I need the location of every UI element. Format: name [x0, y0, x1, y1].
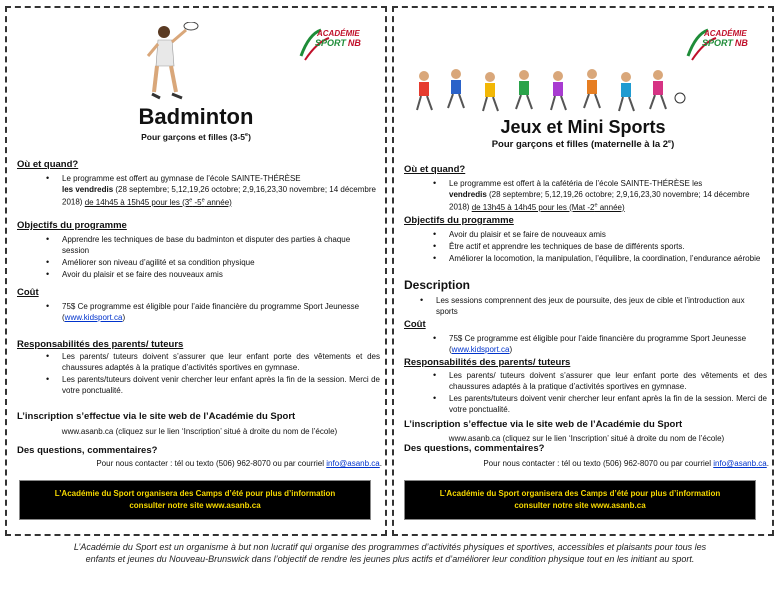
list-item	[62, 301, 372, 323]
page-subtitle	[394, 139, 772, 150]
cost-end: )	[509, 345, 513, 354]
description-heading: Description	[404, 278, 471, 292]
kidsport-link[interactable]: www.kidsport.ca	[64, 313, 123, 322]
where-dates: (28 septembre; 5,12,19,26 octobre; 2,9,16,23,30 novembre; 14 décembre 2018)	[449, 190, 750, 212]
banner-line-2: consulter notre site www.asanb.ca	[129, 501, 261, 510]
list-item: • Améliorer la locomotion, la manipulation, l’équilibre, la coordination, l’endurance aérobie	[449, 253, 764, 264]
summer-camp-banner	[19, 480, 371, 520]
subtitle-main: Pour garçons et filles (maternelle à la 2	[491, 139, 669, 151]
objectives-list	[449, 229, 764, 265]
badminton-player-image	[142, 22, 202, 104]
contact-line	[17, 458, 382, 469]
logo-text-sport	[315, 38, 361, 48]
where-time-text: de 13h45 à 14h45 pour les (Mat -2	[471, 202, 595, 212]
where-dates: (28 septembre; 5,12,19,26 octobre; 2,9,16,23,30 novembre; 14 décembre 2018)	[62, 185, 376, 207]
logo-text-sport-word: SPORT	[315, 38, 346, 48]
academie-sport-logo	[299, 26, 359, 64]
list-item	[62, 173, 377, 208]
list-item: • Être actif et apprendre les techniques de base de différents sports.	[449, 241, 764, 252]
list-item: • Améliorer son niveau d’agilité et sa condition physique	[62, 257, 377, 268]
objectives-heading: Objectifs du programme	[17, 220, 127, 231]
responsibilities-list	[62, 351, 380, 397]
where-time-end: année)	[597, 202, 625, 212]
where-heading: Où et quand?	[404, 164, 466, 175]
logo-text-top: ACADÉMIE	[317, 29, 360, 38]
cost-text: 75$ Ce programme est éligible pour l’aide financière du programme Sport Jeunesse (	[62, 302, 360, 322]
where-time-mid: -5	[192, 197, 202, 207]
where-sup-1: e	[189, 197, 193, 203]
list-item: • Les parents/ tuteurs doivent s’assurer que leur enfant porte des vêtements et des chaussures adaptés à la pratique d’activités sportives en gymnase.	[449, 370, 767, 392]
inscription-text: www.asanb.ca (cliquez sur le lien ‘Inscription’ situé à droite du nom de l’école)	[448, 434, 725, 443]
page-title: Jeux et Mini Sports	[500, 117, 666, 137]
kids-sports-image	[412, 68, 692, 114]
list-item: • Avoir du plaisir et se faire des nouveaux amis	[62, 269, 377, 280]
inscription-heading: L’inscription s’effectue via le site web de l’Académie du Sport	[17, 411, 296, 422]
where-list	[449, 178, 764, 214]
list-item	[449, 333, 759, 355]
subtitle-sup: e	[245, 132, 249, 139]
subtitle-close: )	[248, 132, 251, 142]
page-title: Badminton	[138, 104, 254, 129]
contact-text: Pour nous contacter : tél ou texto (506) 962-8070 ou par courriel	[483, 459, 714, 468]
where-text: Le programme est offert au gymnase de l’école SAINTE-THÉRÈSE	[62, 174, 301, 183]
logo-text-sport	[702, 38, 748, 48]
page-subtitle	[7, 132, 385, 142]
responsibilities-list	[449, 370, 767, 416]
where-text: Le programme est offert à la cafétéria de l’école SAINTE-THÉRÈSE les	[449, 179, 703, 188]
description-list	[436, 295, 761, 318]
where-time-text: de 14h45 à 15h45 pour les (3	[84, 197, 190, 207]
subtitle-close: )	[671, 139, 675, 151]
objectives-heading: Objectifs du programme	[404, 215, 514, 226]
logo-text-nb: NB	[734, 38, 748, 48]
subtitle-main: Pour garçons et filles (3-5	[141, 132, 245, 142]
where-days: les vendredis	[62, 185, 114, 194]
mission-statement: L’Académie du Sport est un organisme à but non lucratif qui organise des programmes d’activités physiques et sportives, accessibles et plaisants pour tous les enfants et jeunes du Nouveau-Brunswick dans l’objectif de rendre les jeunes plus actifs et d’améliorer leur condition physique tout en les initiant au sport.	[73, 542, 707, 564]
contact-line	[404, 458, 769, 469]
objectives-list	[62, 234, 377, 281]
banner-line-2: consulter notre site www.asanb.ca	[514, 501, 646, 510]
where-time-end: année)	[204, 197, 232, 207]
mini-sports-flyer	[392, 6, 774, 536]
contact-text: Pour nous contacter : tél ou texto (506) 962-8070 ou par courriel	[96, 459, 327, 468]
where-list	[62, 173, 377, 209]
responsibilities-heading: Responsabilités des parents/ tuteurs	[17, 339, 184, 350]
responsibilities-heading: Responsabilités des parents/ tuteurs	[404, 357, 571, 368]
where-sup-1: e	[594, 202, 598, 208]
list-item	[449, 178, 764, 213]
cost-heading: Coût	[17, 287, 39, 298]
list-item: • Les parents/tuteurs doivent venir chercher leur enfant après la fin de la session. Merci de votre ponctualité.	[449, 393, 767, 415]
contact-end: .	[379, 459, 382, 468]
where-days: vendredis	[449, 190, 487, 199]
list-item: • Les sessions comprennent des jeux de poursuite, des jeux de cible et l’introduction aux sports	[436, 295, 761, 317]
logo-text-nb: NB	[347, 38, 361, 48]
logo-text-top: ACADÉMIE	[704, 29, 747, 38]
banner-line-1: L’Académie du Sport organisera des Camps d’été pour plus d’information	[439, 489, 721, 498]
questions-heading: Des questions, commentaires?	[17, 445, 158, 456]
cost-list	[449, 333, 759, 356]
banner-line-1: L’Académie du Sport organisera des Camps d’été pour plus d’information	[54, 489, 336, 498]
where-time	[472, 203, 625, 212]
kidsport-link[interactable]: www.kidsport.ca	[451, 345, 510, 354]
summer-camp-banner	[404, 480, 756, 520]
where-time	[85, 198, 232, 207]
where-heading: Où et quand?	[17, 159, 79, 170]
questions-heading: Des questions, commentaires?	[404, 443, 545, 454]
subtitle-sup: e	[668, 139, 672, 145]
cost-heading: Coût	[404, 319, 426, 330]
cost-list	[62, 301, 372, 324]
academie-sport-logo	[686, 26, 746, 64]
contact-email-link[interactable]: info@asanb.ca	[713, 459, 767, 468]
list-item: • Les parents/tuteurs doivent venir chercher leur enfant après la fin de la session. Merci de votre ponctualité.	[62, 374, 380, 396]
cost-end: )	[122, 313, 126, 322]
contact-end: .	[766, 459, 769, 468]
contact-email-link[interactable]: info@asanb.ca	[326, 459, 380, 468]
inscription-heading: L’inscription s’effectue via le site web de l’Académie du Sport	[404, 419, 683, 430]
cost-text: 75$ Ce programme est éligible pour l’aide financière du programme Sport Jeunesse (	[449, 334, 747, 354]
list-item: • Les parents/ tuteurs doivent s’assurer que leur enfant porte des vêtements et des chaussures adaptés à la pratique d’activités sportives en gymnase.	[62, 351, 380, 373]
badminton-flyer	[5, 6, 387, 536]
where-sup-2: e	[201, 197, 205, 203]
logo-text-sport-word: SPORT	[702, 38, 733, 48]
list-item: • Avoir du plaisir et se faire de nouveaux amis	[449, 229, 764, 240]
list-item: • Apprendre les techniques de base du badminton et disputer des parties à chaque session	[62, 234, 377, 256]
inscription-text: www.asanb.ca (cliquez sur le lien ‘Inscription’ situé à droite du nom de l’école)	[61, 427, 338, 436]
